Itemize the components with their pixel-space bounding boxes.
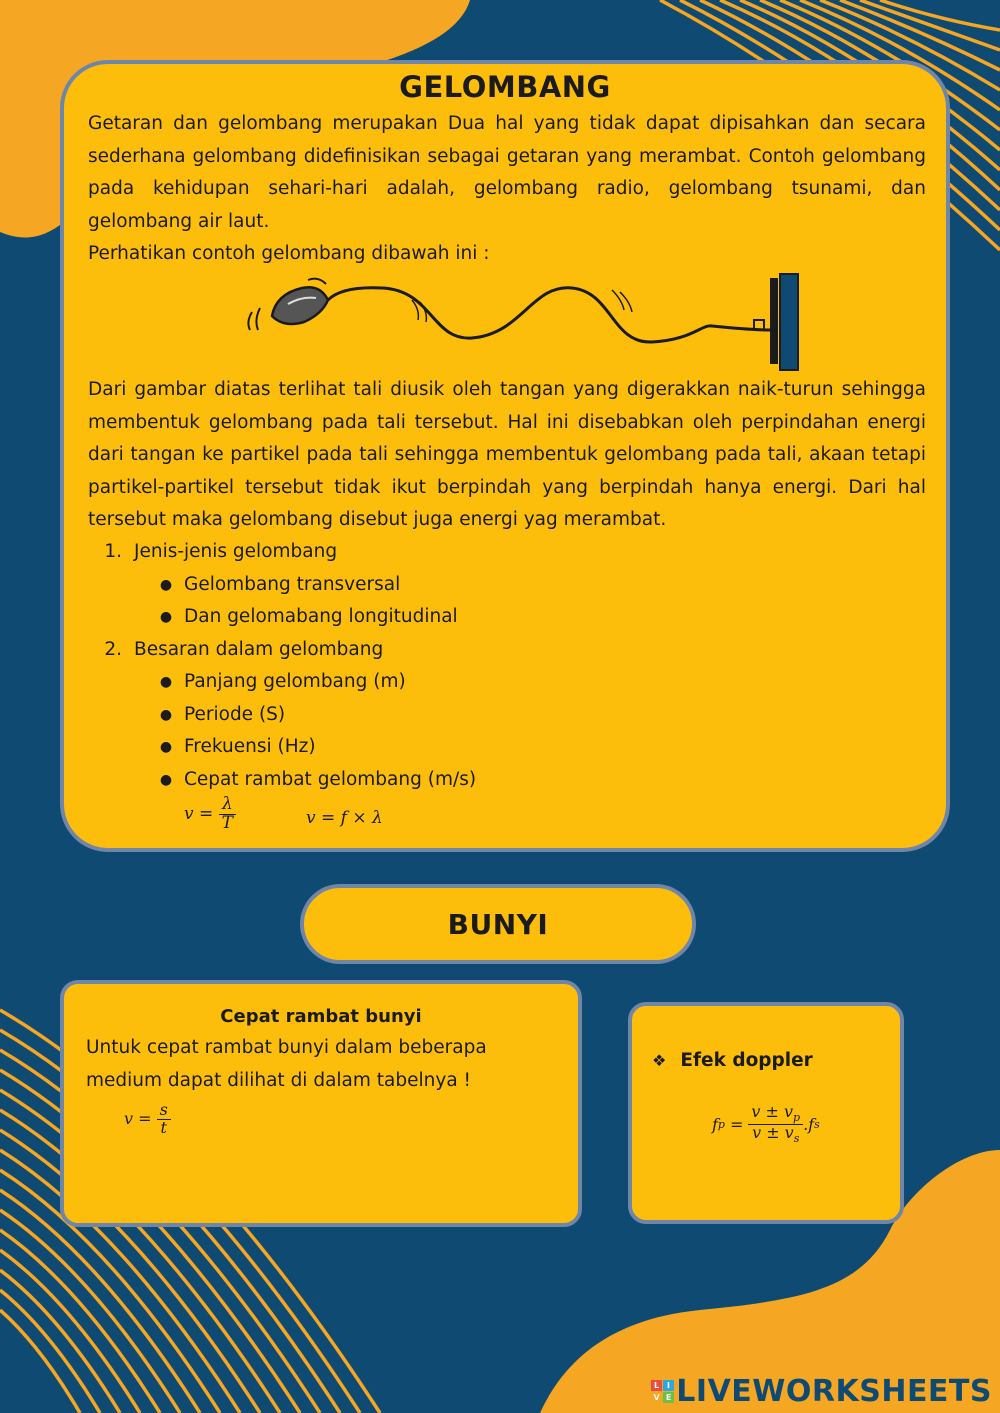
bullet-icon: ● bbox=[159, 706, 173, 723]
rope-wave bbox=[328, 288, 770, 342]
formula-wave-speed-frequency: v = f × λ bbox=[306, 808, 383, 828]
formula-wave-speed-period: v = $\frac{\lambda}{T}$ bbox=[184, 796, 236, 833]
liveworksheets-logo-icon: L I V E bbox=[651, 1380, 674, 1403]
doppler-heading bbox=[652, 1050, 813, 1071]
liveworksheets-watermark bbox=[651, 1374, 992, 1409]
list-item: 2. Besaran dalam gelombang bbox=[104, 638, 384, 660]
list-item: ● Frekuensi (Hz) bbox=[88, 731, 926, 764]
list-item: ● Dan gelomabang longitudinal bbox=[88, 601, 926, 634]
doppler-title: Efek doppler bbox=[680, 1050, 813, 1071]
gelombang-explanation: Dari gambar diatas terlihat tali diusik oleh tangan yang digerakkan naik-turun sehingga membentuk gelombang pada tali tersebut. Hal ini disebabkan oleh perpindahan energi dari tangan ke partikel pada tali sehingga membentuk gelombang pada tali, akaan tetapi partikel-partikel tersebut tidak ikut berpindah yang berpindah hanya energi. Dari hal tersebut maka gelombang disebut juga energi yag merambat. bbox=[88, 379, 926, 530]
list-item: ● Cepat rambat gelombang (m/s) bbox=[88, 764, 926, 797]
list-item: ● Gelombang transversal bbox=[88, 569, 926, 602]
formula-doppler: f p = $\frac{v \pm v_p}{v \pm v_s}$ .f s bbox=[712, 1102, 820, 1145]
bunyi-title: BUNYI bbox=[447, 907, 549, 941]
bullet-icon: ● bbox=[159, 771, 173, 788]
list-item: 1. Jenis-jenis gelombang bbox=[104, 541, 338, 562]
gelombang-intro bbox=[88, 108, 926, 271]
gelombang-title: GELOMBANG bbox=[399, 70, 611, 104]
gelombang-card bbox=[60, 60, 950, 852]
list-item: ● Panjang gelombang (m) bbox=[88, 666, 926, 699]
formula-sound-speed: v = $\frac{s}{t}$ bbox=[124, 1102, 171, 1137]
list-item: ● Periode (S) bbox=[88, 699, 926, 732]
hand-icon bbox=[248, 279, 328, 330]
bullet-icon: ● bbox=[159, 739, 173, 755]
intro-text: Getaran dan gelombang merupakan Dua hal yang tidak dapat dipisahkan dan secara sederhana gelombang didefinisikan sebagai getaran yang merambat. Contoh gelombang pada kehidupan sehari-hari adalah, gelombang radio, gelombang tsunami, dan gelombang air laut. bbox=[88, 113, 926, 232]
sound-speed-card bbox=[60, 980, 582, 1227]
gelombang-list bbox=[88, 536, 926, 796]
doppler-card bbox=[628, 1002, 904, 1224]
watermark-text: LIVEWORKSHEETS bbox=[676, 1374, 992, 1409]
bunyi-header-card bbox=[300, 884, 696, 964]
bullet-icon: ● bbox=[159, 576, 173, 593]
sound-speed-title: Cepat rambat bunyi bbox=[220, 1006, 422, 1027]
sound-speed-text: Untuk cepat rambat bunyi dalam beberapa medium dapat dilihat di dalam tabelnya ! bbox=[86, 1037, 487, 1091]
wave-rope-illustration bbox=[232, 266, 812, 374]
example-lead: Perhatikan contoh gelombang dibawah ini : bbox=[88, 243, 490, 264]
diamond-bullet-icon: ❖ bbox=[652, 1051, 667, 1070]
bullet-icon: ● bbox=[159, 609, 173, 625]
bullet-icon: ● bbox=[159, 674, 173, 690]
